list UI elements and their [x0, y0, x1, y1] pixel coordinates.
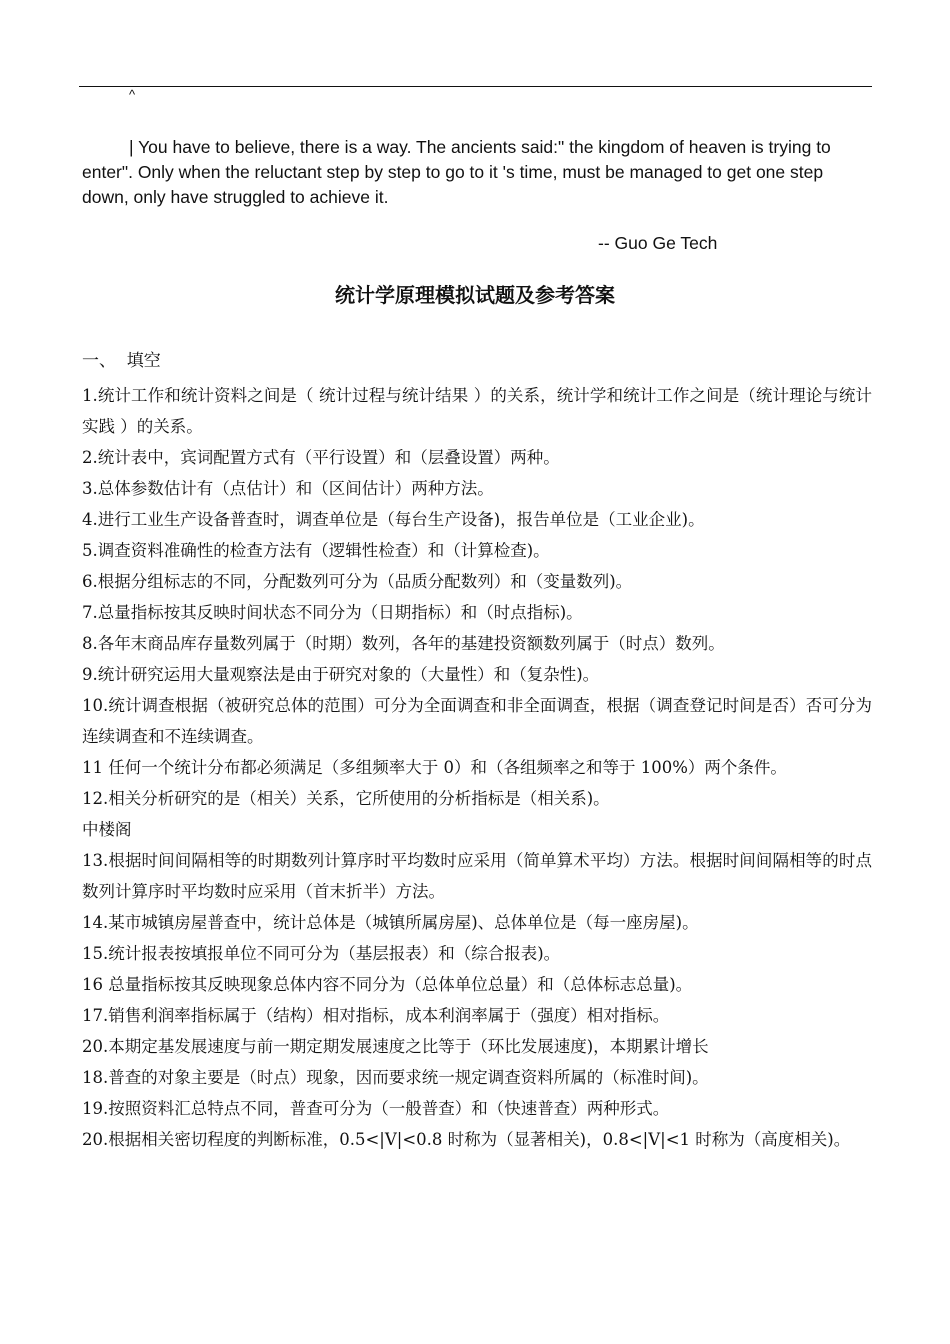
list-item: 18.普查的对象主要是（时点）现象，因而要求统一规定调查资料所属的（标准时间)。	[82, 1068, 709, 1087]
question-list	[82, 380, 872, 1155]
document-title: 统计学原理模拟试题及参考答案	[335, 283, 615, 307]
list-item: 中楼阁	[82, 820, 132, 839]
list-item: 2.统计表中，宾词配置方式有（平行设置）和（层叠设置）两种。	[82, 448, 560, 467]
list-item: 17.销售利润率指标属于（结构）相对指标，成本利润率属于（强度）相对指标。	[82, 1006, 670, 1025]
list-item: 4.进行工业生产设备普查时，调查单位是（每台生产设备)，报告单位是（工业企业)。	[82, 510, 705, 529]
list-item: 7.总量指标按其反映时间状态不同分为（日期指标）和（时点指标)。	[82, 603, 583, 622]
list-item: 6.根据分组标志的不同，分配数列可分为（品质分配数列）和（变量数列)。	[82, 572, 633, 591]
quote-paragraph: | You have to believe, there is a way. The ancients said:" the kingdom of heaven is trying to enter". Only when the reluctant step by step to go to it 's time, must be managed to get one step down, only have struggled to achieve it.	[82, 137, 831, 207]
list-item: 19.按照资料汇总特点不同，普查可分为（一般普查）和（快速普查）两种形式。	[82, 1099, 670, 1118]
list-item: 5.调查资料准确性的检查方法有（逻辑性检查）和（计算检查)。	[82, 541, 550, 560]
list-item: 11 任何一个统计分布都必须满足（多组频率大于 0）和（各组频率之和等于 100%）两个条件。	[82, 758, 787, 777]
top-rule	[79, 86, 872, 87]
header-caret: ^	[129, 87, 136, 102]
quote-attribution: -- Guo Ge Tech	[598, 233, 718, 253]
section-heading: 一、 填空	[82, 351, 161, 371]
list-item: 20.根据相关密切程度的判断标准，0.5<|V|<0.8 时称为（显著相关)，0.8<|V|<1 时称为（高度相关)。	[82, 1130, 851, 1149]
list-item: 16 总量指标按其反映现象总体内容不同分为（总体单位总量）和（总体标志总量)。	[82, 975, 693, 994]
list-item: 13.根据时间间隔相等的时期数列计算序时平均数时应采用（简单算术平均）方法。根据时间间隔相等的时点数列计算序时平均数时应采用（首末折半）方法。	[82, 851, 872, 901]
list-item: 1.统计工作和统计资料之间是（ 统计过程与统计结果 ）的关系，统计学和统计工作之间是（统计理论与统计实践 ）的关系。	[82, 386, 872, 436]
list-item: 15.统计报表按填报单位不同可分为（基层报表）和（综合报表)。	[82, 944, 561, 963]
list-item: 20.本期定基发展速度与前一期定期发展速度之比等于（环比发展速度)，本期累计增长	[82, 1037, 709, 1056]
list-item: 10.统计调查根据（被研究总体的范围）可分为全面调查和非全面调查，根据（调查登记时间是否）否可分为连续调查和不连续调查。	[82, 696, 872, 746]
list-item: 12.相关分析研究的是（相关）关系，它所使用的分析指标是（相关系)。	[82, 789, 610, 808]
list-item: 14.某市城镇房屋普查中，统计总体是（城镇所属房屋)、总体单位是（每一座房屋)。	[82, 913, 699, 932]
list-item: 3.总体参数估计有（点估计）和（区间估计）两种方法。	[82, 479, 494, 498]
list-item: 9.统计研究运用大量观察法是由于研究对象的（大量性）和（复杂性)。	[82, 665, 600, 684]
list-item: 8.各年末商品库存量数列属于（时期）数列，各年的基建投资额数列属于（时点）数列。	[82, 634, 725, 653]
